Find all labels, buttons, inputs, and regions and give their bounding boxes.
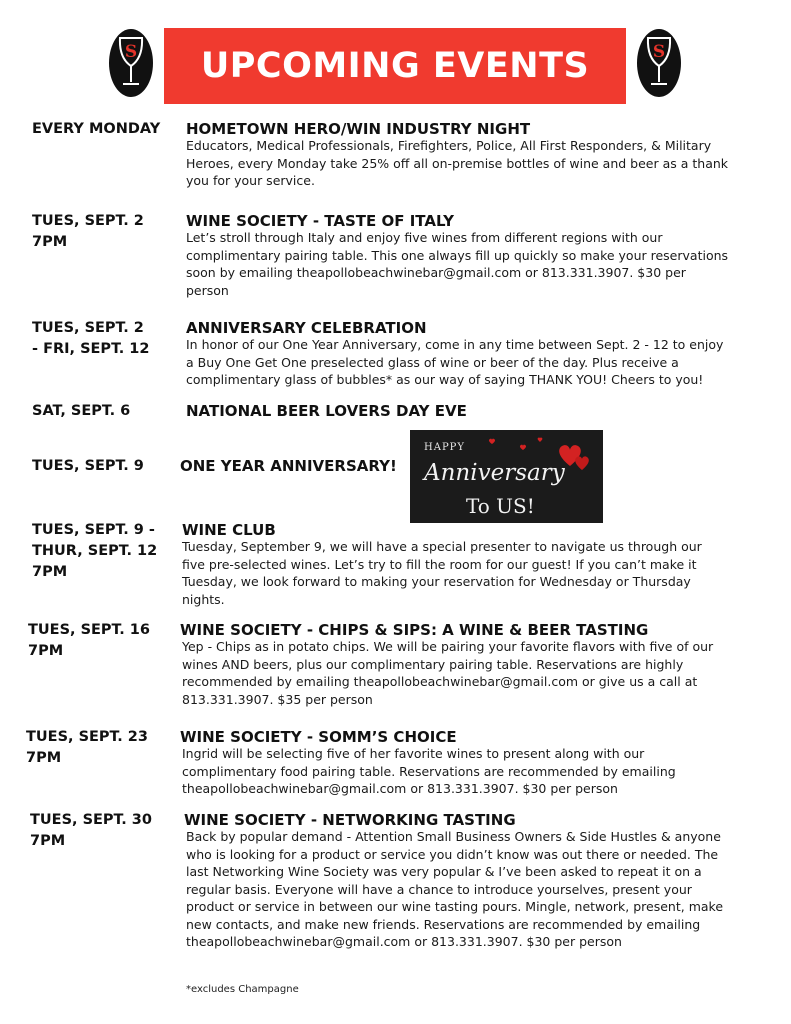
event-description: Yep - Chips as in potato chips. We will be pairing your favorite flavors with five of our wines AND beers, plus our complimentary pairing table. Reservations are highly recommended by emailing theapollobeachwinebar@gmail.com or give us a call at 813.331.3907. $35 per person [182, 639, 714, 707]
event-description: Tuesday, September 9, we will have a special presenter to navigate us through our five pre-selected wines. Let’s try to fill the room for our guest! If you can’t make it Tuesday, we look forward to making your reservation for Wednesday or Thursday nights. [182, 539, 702, 607]
page-title: UPCOMING EVENTS [164, 28, 626, 104]
event-title: WINE CLUB [182, 521, 276, 539]
card-happy-text: HAPPY [424, 442, 466, 453]
event-date: TUES, SEPT. 16 7PM [28, 622, 150, 659]
svg-text:S: S [124, 42, 138, 62]
event-date: TUES, SEPT. 2 7PM [32, 213, 144, 250]
event-date: TUES, SEPT. 9 [32, 458, 144, 474]
event-title: ONE YEAR ANNIVERSARY! [180, 457, 397, 475]
event-description: Educators, Medical Professionals, Firefighters, Police, All First Responders, & Military Heroes, every Monday take 25% off all on-premise bottles of wine and beer as a thank you for your service. [186, 138, 729, 188]
event-date: TUES, SEPT. 30 7PM [30, 812, 152, 849]
event-title: ANNIVERSARY CELEBRATION [186, 319, 427, 337]
card-anniversary-text: Anniversary [424, 460, 565, 486]
event-date: EVERY MONDAY [32, 121, 161, 137]
anniversary-card-image [410, 430, 603, 523]
footnote: *excludes Champagne [186, 984, 299, 995]
event-date: TUES, SEPT. 9 - THUR, SEPT. 12 7PM [32, 522, 158, 580]
event-title: WINE SOCIETY - NETWORKING TASTING [184, 811, 516, 829]
event-description: Ingrid will be selecting five of her favorite wines to present along with our complimentary food pairing table. Reservations are recommended by emailing theapollobeachwinebar@gmail.com or 813.331.3907. $30 per person [182, 746, 676, 796]
event-date: TUES, SEPT. 2 - FRI, SEPT. 12 [32, 320, 150, 357]
event-title: WINE SOCIETY - CHIPS & SIPS: A WINE & BEER TASTING [180, 621, 649, 639]
event-title: WINE SOCIETY - TASTE OF ITALY [186, 212, 455, 230]
card-tous-text: To US! [466, 494, 535, 518]
event-description: Back by popular demand - Attention Small Business Owners & Side Hustles & anyone who is looking for a product or service you didn’t know was out there or needed. The last Networking Wine Society was very popular & I’ve been asked to repeat it on a regular basis. Everyone will have a chance to introduce yourselves, present your product or service in between our wine tasting pours. Mingle, network, present, make new contacts, and make new friends. Reservations are recommended by emailing theapollobeachwinebar@gmail.com or 813.331.3907. $30 per person [186, 829, 724, 949]
event-description: Let’s stroll through Italy and enjoy five wines from different regions with our complimentary pairing table. This one always fill up quickly so make your reservations soon by emailing theapollobeachwinebar@gmail.com or 813.331.3907. $30 per person [186, 230, 729, 298]
event-description: In honor of our One Year Anniversary, come in any time between Sept. 2 - 12 to enjoy a Buy One Get One preselected glass of wine or beer of the day. Plus receive a complimentary glass of bubbles* as our way of saying THANK YOU! Cheers to you! [186, 337, 724, 387]
event-date: TUES, SEPT. 23 7PM [26, 729, 148, 766]
event-title: NATIONAL BEER LOVERS DAY EVE [186, 402, 467, 420]
svg-text:S: S [652, 42, 666, 62]
logo-right [636, 28, 682, 98]
event-date: SAT, SEPT. 6 [32, 403, 131, 419]
event-title: WINE SOCIETY - SOMM’S CHOICE [180, 728, 457, 746]
event-title: HOMETOWN HERO/WIN INDUSTRY NIGHT [186, 120, 531, 138]
logo-left [108, 28, 154, 98]
